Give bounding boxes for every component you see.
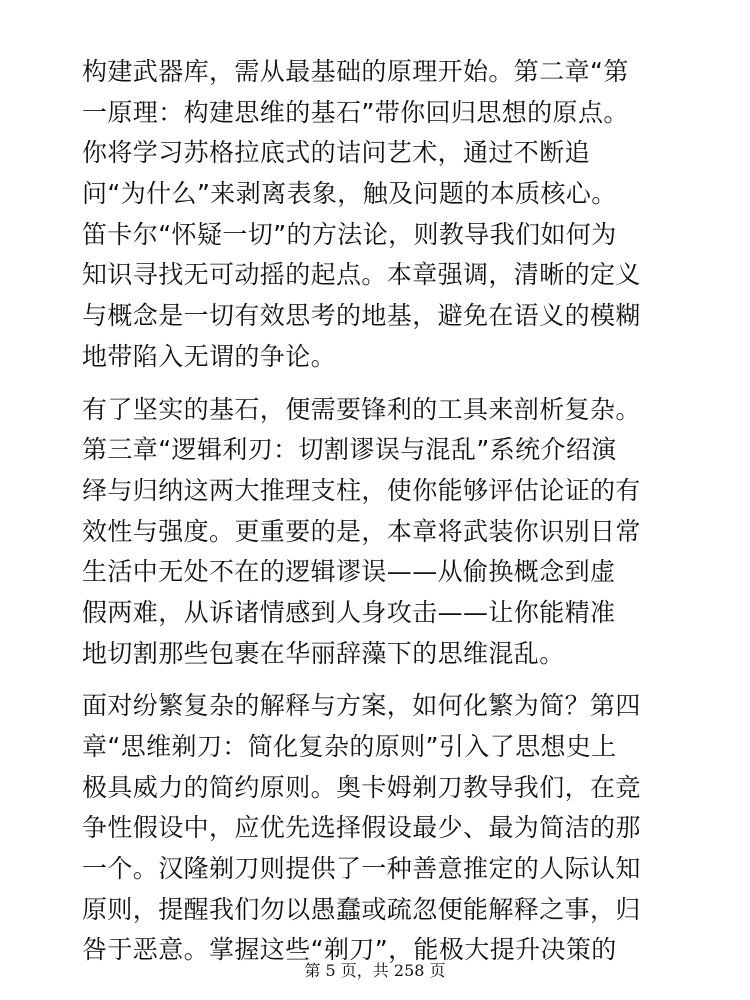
page-number-footer: 第 5 页，共 258 页 bbox=[304, 961, 446, 980]
paragraph-1 bbox=[82, 52, 682, 378]
text-line: 咎于恶意。掌握这些“剃刀”，能极大提升决策的 bbox=[82, 935, 617, 965]
text-line: 生活中无处不在的逻辑谬误——从偷换概念到虚 bbox=[82, 557, 616, 587]
text-line: 绎与归纳这两大推理支柱，使你能够评估论证的有 bbox=[82, 475, 641, 505]
text-line: 极具威力的简约原则。奥卡姆剃刀教导我们，在竞 bbox=[82, 772, 641, 802]
text-line: 知识寻找无可动摇的起点。本章强调，清晰的定义 bbox=[82, 260, 641, 290]
text-line: 章“思维剃刀：简化复杂的原则”引入了思想史上 bbox=[82, 732, 617, 761]
text-line: 一个。汉隆剃刀则提供了一种善意推定的人际认知 bbox=[82, 854, 641, 884]
text-line: 面对纷繁复杂的解释与方案，如何化繁为简？第四 bbox=[82, 691, 641, 721]
paragraph-3 bbox=[82, 686, 682, 971]
text-line: 效性与强度。更重要的是，本章将武装你识别日常 bbox=[82, 516, 641, 546]
text-line: 构建武器库，需从最基础的原理开始。第二章“第 bbox=[82, 57, 629, 86]
text-line: 有了坚实的基石，便需要锋利的工具来剖析复杂。 bbox=[82, 394, 641, 424]
text-line: 地切割那些包裹在华丽辞藻下的思维混乱。 bbox=[82, 638, 565, 668]
text-line: 原则，提醒我们勿以愚蠢或疏忽便能解释之事，归 bbox=[82, 894, 641, 924]
text-line: 争性假设中，应优先选择假设最少、最为简洁的那 bbox=[82, 813, 641, 843]
body-text bbox=[82, 52, 682, 983]
text-line: 与概念是一切有效思考的地基，避免在语义的模糊 bbox=[82, 301, 641, 331]
text-line: 地带陷入无谓的争论。 bbox=[82, 341, 337, 371]
text-line: 你将学习苏格拉底式的诘问艺术，通过不断追 bbox=[82, 138, 591, 168]
text-line: 第三章“逻辑利刃：切割谬误与混乱”系统介绍演 bbox=[82, 435, 617, 465]
text-line: 问“为什么”来剥离表象，触及问题的本质核心。 bbox=[82, 179, 617, 209]
paragraph-2 bbox=[82, 390, 682, 675]
text-line: 一原理：构建思维的基石”带你回归思想的原点。 bbox=[82, 97, 629, 127]
text-line: 笛卡尔“怀疑一切”的方法论，则教导我们如何为 bbox=[82, 219, 617, 249]
text-line: 假两难，从诉诸情感到人身攻击——让你能精准 bbox=[82, 597, 616, 627]
